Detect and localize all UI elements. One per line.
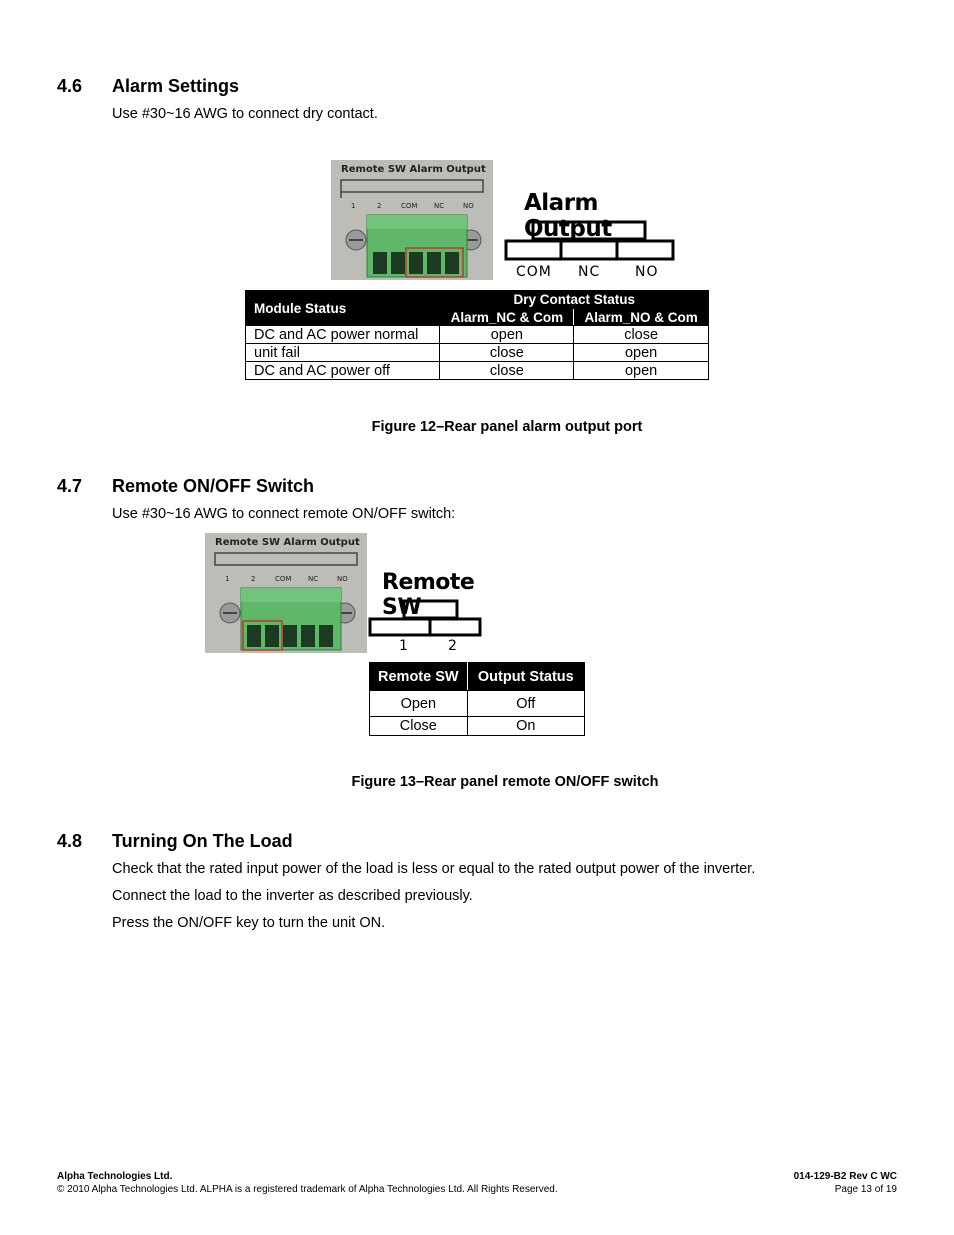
photo-pin-label: NC <box>434 202 445 210</box>
cell-no: open <box>574 344 709 362</box>
table-row <box>370 691 585 717</box>
section-line-3: Press the ON/OFF key to turn the unit ON. <box>112 915 386 931</box>
section-number-4-7: 4.7 <box>57 476 83 496</box>
header-alarm-nc: Alarm_NC & Com <box>440 309 574 326</box>
photo-pin-label: NO <box>463 202 474 210</box>
photo-header-label: Remote SW Alarm Output <box>341 164 486 175</box>
cell-status: DC and AC power normal <box>246 326 440 344</box>
remote-sw-title: Remote SW <box>382 570 475 620</box>
table-row <box>246 326 709 344</box>
section-title-turning-on-load: Turning On The Load <box>112 831 293 851</box>
alarm-pin-no: NO <box>635 264 659 280</box>
section-line-2: Connect the load to the inverter as described previously. <box>112 888 473 904</box>
cell-status: DC and AC power off <box>246 362 440 380</box>
header-alarm-no: Alarm_NO & Com <box>574 309 709 326</box>
section-title-alarm-settings: Alarm Settings <box>112 76 240 96</box>
cell-sw: Close <box>370 717 468 736</box>
photo-pin-label: NO <box>337 575 348 583</box>
rear-panel-alarm-photo <box>331 160 493 280</box>
photo-pin-label: COM <box>275 575 292 583</box>
footer-copyright: © 2010 Alpha Technologies Ltd. ALPHA is a registered trademark of Alpha Technologies Ltd. All Rights Reserved. <box>57 1184 558 1195</box>
cell-nc: close <box>440 362 574 380</box>
photo-pin-label: 2 <box>251 575 256 583</box>
alarm-output-title: Alarm Output <box>524 190 612 242</box>
section-number-4-8: 4.8 <box>57 831 83 851</box>
rear-panel-remote-photo <box>205 533 367 653</box>
photo-pin-label: 1 <box>225 575 230 583</box>
cell-sw: Open <box>370 691 468 717</box>
cell-no: open <box>574 362 709 380</box>
figure-13-caption: Figure 13–Rear panel remote ON/OFF switch <box>351 774 659 790</box>
photo-header-label: Remote SW Alarm Output <box>215 537 360 548</box>
header-dry-contact-status: Dry Contact Status <box>440 291 709 309</box>
header-module-status: Module Status <box>246 291 440 326</box>
section-text-4-6: Use #30~16 AWG to connect dry contact. <box>112 106 378 122</box>
alarm-status-table <box>245 290 709 380</box>
section-line-1: Check that the rated input power of the load is less or equal to the rated output power of the inverter. <box>112 861 756 877</box>
cell-out: On <box>467 717 584 736</box>
footer-doc-id: 014-129-B2 Rev C WC <box>793 1171 897 1182</box>
table-row <box>370 717 585 736</box>
photo-pin-label: 2 <box>377 202 382 210</box>
section-number-4-6: 4.6 <box>57 76 83 96</box>
cell-no: close <box>574 326 709 344</box>
cell-status: unit fail <box>246 344 440 362</box>
section-text-4-7: Use #30~16 AWG to connect remote ON/OFF switch: <box>112 506 456 522</box>
remote-status-table <box>369 662 585 736</box>
footer-company: Alpha Technologies Ltd. <box>57 1171 173 1182</box>
cell-nc: open <box>440 326 574 344</box>
alarm-pin-com: COM <box>516 264 552 280</box>
header-remote-sw: Remote SW <box>370 663 468 691</box>
remote-pin-1: 1 <box>399 638 408 654</box>
header-output-status: Output Status <box>467 663 584 691</box>
table-row <box>246 362 709 380</box>
remote-pin-2: 2 <box>448 638 457 654</box>
footer-page-number: Page 13 of 19 <box>834 1184 897 1195</box>
cell-out: Off <box>467 691 584 717</box>
alarm-pin-nc: NC <box>578 264 601 280</box>
photo-pin-label: NC <box>308 575 319 583</box>
photo-pin-label: 1 <box>351 202 356 210</box>
section-title-remote-switch: Remote ON/OFF Switch <box>112 476 315 496</box>
figure-12-caption: Figure 12–Rear panel alarm output port <box>371 419 643 435</box>
cell-nc: close <box>440 344 574 362</box>
remote-sw-diagram <box>368 570 488 656</box>
alarm-output-diagram <box>504 190 676 282</box>
photo-pin-label: COM <box>401 202 418 210</box>
table-row <box>246 344 709 362</box>
